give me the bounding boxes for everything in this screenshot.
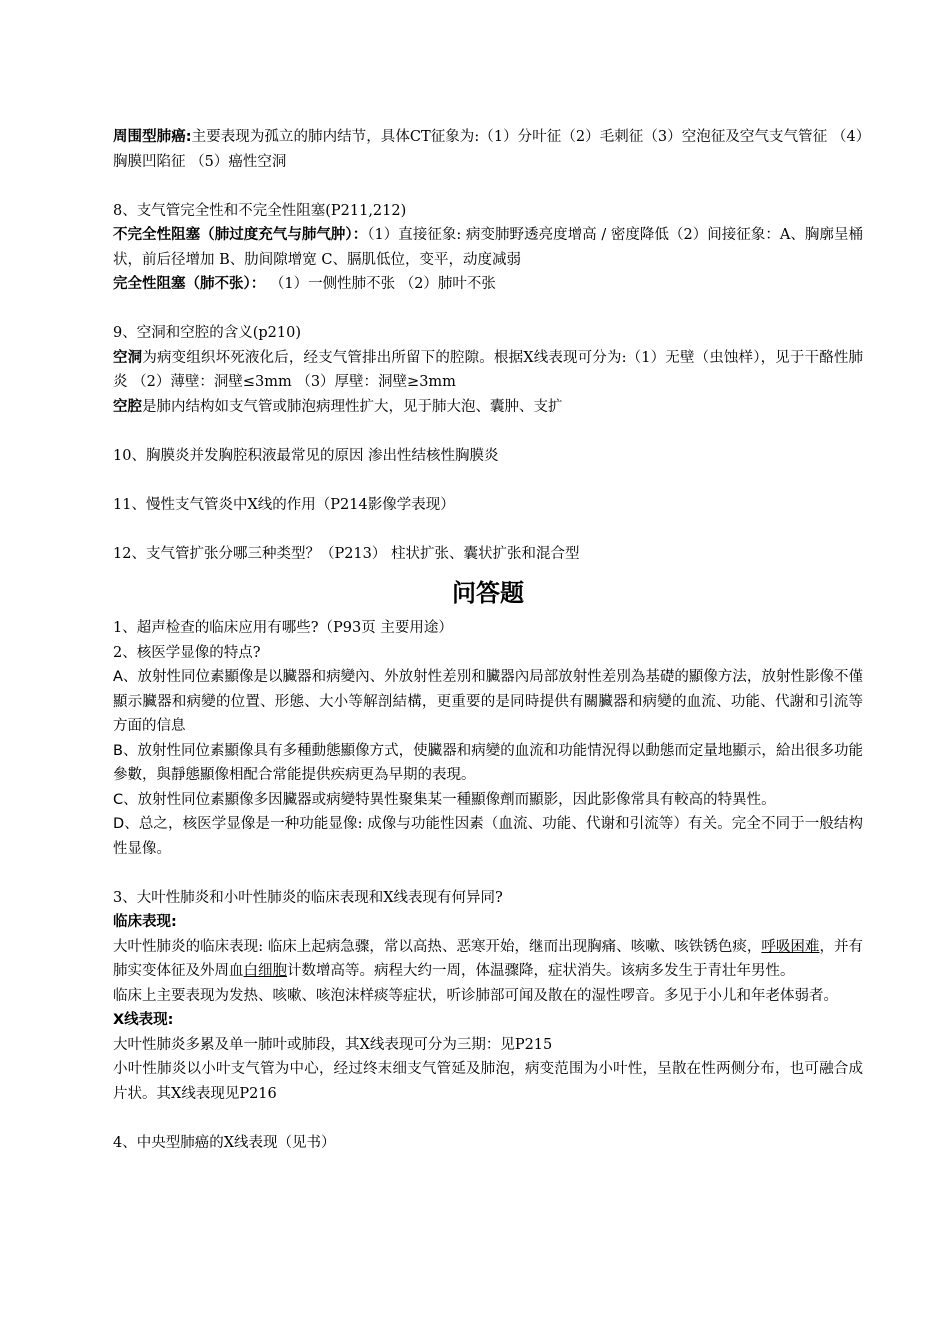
qa-2-point-c <box>113 788 863 813</box>
point-a-text: 、放射性同位素顯像是以臟器和病變內、外放射性差別和臟器內局部放射性差別為基礎的顯像方法，放射性影像不僅顯示臟器和病變的位置、形態、大小等解剖結構，更重要的是同時提供有關臟器和病變的血流、功能、代謝和引流等方面的信息 <box>113 669 863 734</box>
xray-heading: X线表现: <box>113 1012 174 1028</box>
dyspnea-link[interactable]: 呼吸困难 <box>761 938 820 955</box>
qa-1: 1、超声检查的临床应用有哪些?（P93页 主要用途） <box>113 620 453 636</box>
qa-2-point-a <box>113 665 863 739</box>
section-title: 问答题 <box>452 579 524 607</box>
qa-4: 4、中央型肺癌的X线表现（见书） <box>113 1134 336 1151</box>
cavity-text: 为病变组织坏死液化后，经支气管排出所留下的腔隙。根据X线表现可分为:（1）无壁（虫蚀样），见于干酪性肺炎 （2）薄壁：洞壁≤3mm （3）厚壁：洞壁≥3mm <box>113 349 864 390</box>
partial-obstruction-paragraph <box>113 223 863 272</box>
document-page <box>113 125 863 1155</box>
point-b-text: 、放射性同位素顯像具有多種動態顯像方式，使臟器和病變的血流和功能情況得以動態而定量地顯示，給出很多功能參數，與靜態顯像相配合常能提供疾病更為早期的表現。 <box>113 742 863 783</box>
point-c-label: C <box>113 791 124 808</box>
peripheral-lung-cancer-paragraph <box>113 125 863 174</box>
qa-3-title: 3、大叶性肺炎和小叶性肺炎的临床表现和X线表现有何异同? <box>113 889 503 906</box>
leukocyte-link[interactable]: 白细胞 <box>243 963 287 979</box>
qa-2-point-d <box>113 812 863 861</box>
point-d-label: D <box>113 816 125 832</box>
partial-obstruction-heading: 不完全性阻塞（肺过度充气与肺气肿）： <box>113 227 368 243</box>
lobar-pneumonia-clinical <box>113 935 863 984</box>
question-8-title: 8、支气管完全性和不完全性阻塞(P211,212) <box>113 202 407 219</box>
qa-2-point-b <box>113 739 863 788</box>
peripheral-lung-cancer-heading: 周围型肺癌: <box>113 129 192 145</box>
cavity-paragraph <box>113 346 863 395</box>
complete-obstruction-heading: 完全性阻塞（肺不张）： <box>113 276 266 292</box>
lobar-clinical-text-a: 大叶性肺炎的临床表现: 临床上起病急骤，常以高热、恶寒开始，继而出现胸痛、咳嗽、咳铁锈色痰， <box>113 938 762 955</box>
point-b-label: B <box>113 742 123 759</box>
cavity-heading: 空洞 <box>113 349 143 366</box>
lobar-pneumonia-xray: 大叶性肺炎多累及单一肺叶或肺段，其X线表现可分为三期：见P215 <box>113 1036 553 1053</box>
clinical-heading: 临床表现: <box>113 914 177 930</box>
complete-obstruction-paragraph <box>113 272 863 297</box>
partial-obstruction-text: （1）直接征象: 病变肺野透亮度增高 / 密度降低（2）间接征象：A、胸廓呈桶状，前后径增加 B、肋间隙增宽 C、膈肌低位，变平，动度减弱 <box>113 227 863 268</box>
complete-obstruction-text: （1）一侧性肺不张 （2）肺叶不张 <box>265 276 496 292</box>
question-10: 10、胸膜炎并发胸腔积液最常见的原因 渗出性结核性胸膜炎 <box>113 447 499 464</box>
point-c-text: 、放射性同位素顯像多因臟器或病變特異性聚集某一種顯像劑而顯影，因此影像常具有較高的特異性。 <box>123 791 776 808</box>
question-9-title: 9、空洞和空腔的含义(p210) <box>113 325 301 341</box>
qa-2-title: 2、核医学显像的特点? <box>113 644 261 661</box>
lobar-clinical-text-b: ，并有肺实变体征及外周血 <box>113 938 863 979</box>
question-12: 12、支气管扩张分哪三种类型？（P213） 柱状扩张、囊状扩张和混合型 <box>113 545 580 562</box>
peripheral-lung-cancer-text: 主要表现为孤立的肺内结节，具体CT征象为:（1）分叶征（2）毛刺征（3）空泡征及空气支气管征 （4）胸膜凹陷征 （5）癌性空洞 <box>113 129 863 170</box>
lobular-pneumonia-xray: 小叶性肺炎以小叶支气管为中心，经过终末细支气管延及肺泡，病变范围为小叶性，呈散在性两侧分布，也可融合成片状。其X线表现见P216 <box>113 1061 863 1102</box>
point-a-label: A <box>113 669 123 685</box>
air-space-paragraph <box>113 395 863 420</box>
point-d-text: 、总之，核医学显像是一种功能显像: 成像与功能性因素（血流、功能、代谢和引流等）有关。完全不同于一般结构性显像。 <box>113 816 863 857</box>
air-space-text: 是肺内结构如支气管或肺泡病理性扩大，见于肺大泡、囊肿、支扩 <box>142 398 563 415</box>
lobular-pneumonia-clinical: 临床上主要表现为发热、咳嗽、咳泡沫样痰等症状，听诊肺部可闻及散在的湿性啰音。多见于小儿和年老体弱者。 <box>113 987 838 1004</box>
lobar-clinical-text-c: 计数增高等。病程大约一周，体温骤降，症状消失。该病多发生于青壮年男性。 <box>287 963 795 979</box>
air-space-heading: 空腔 <box>113 398 142 415</box>
question-11: 11、慢性支气管炎中X线的作用（P214影像学表现） <box>113 496 455 513</box>
